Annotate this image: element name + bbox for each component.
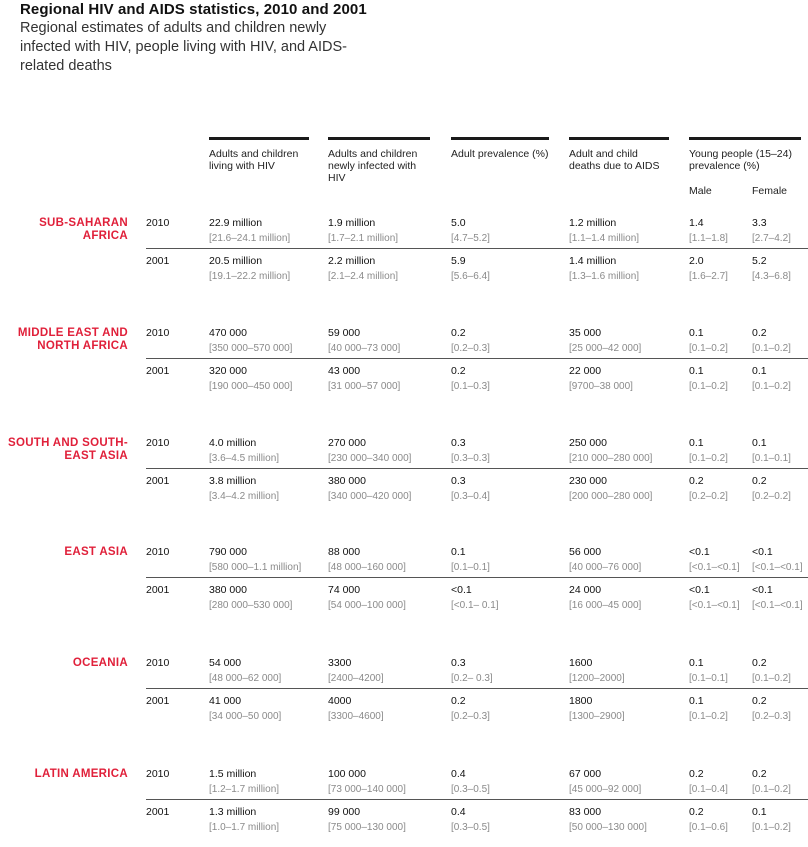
cell-adult-prevalence	[451, 695, 490, 723]
cell-living	[209, 365, 292, 393]
cell-value: 5.0	[451, 217, 466, 229]
cell-value: 41 000	[209, 695, 242, 707]
cell-value: 0.1	[689, 695, 704, 707]
cell-young-female	[752, 657, 791, 685]
cell-value: 0.2	[752, 695, 767, 707]
cell-range: [40 000–73 000]	[328, 343, 401, 354]
cell-value: 0.2	[451, 695, 466, 707]
cell-range: [2400–4200]	[328, 673, 384, 684]
row-divider	[146, 577, 808, 578]
cell-newly-infected	[328, 657, 384, 685]
cell-range: [0.1–0.6]	[689, 822, 728, 833]
cell-range: [2.7–4.2]	[752, 233, 791, 244]
cell-range: [3300–4600]	[328, 711, 384, 722]
cell-value: 0.2	[752, 475, 767, 487]
cell-deaths	[569, 695, 625, 723]
cell-young-male	[689, 327, 728, 355]
cell-value: 2.0	[689, 255, 704, 267]
cell-range: [0.3–0.3]	[451, 453, 490, 464]
cell-range: [0.2– 0.3]	[451, 673, 493, 684]
cell-value: 100 000	[328, 768, 366, 780]
cell-adult-prevalence	[451, 657, 493, 685]
cell-range: [54 000–100 000]	[328, 600, 406, 611]
cell-value: 22.9 million	[209, 217, 263, 229]
cell-newly-infected	[328, 217, 398, 245]
cell-adult-prevalence	[451, 584, 499, 612]
cell-range: [340 000–420 000]	[328, 491, 412, 502]
cell-range: [280 000–530 000]	[209, 600, 293, 611]
cell-range: [<0.1–<0.1]	[752, 600, 803, 611]
cell-range: [3.6–4.5 million]	[209, 453, 280, 464]
cell-young-female	[752, 255, 791, 283]
cell-value: 1.4 million	[569, 255, 617, 267]
cell-adult-prevalence	[451, 806, 490, 834]
cell-range: [73 000–140 000]	[328, 784, 406, 795]
cell-value: 380 000	[209, 584, 247, 596]
cell-range: [45 000–92 000]	[569, 784, 642, 795]
cell-living	[209, 695, 281, 723]
cell-living	[209, 327, 292, 355]
cell-value: 43 000	[328, 365, 361, 377]
cell-newly-infected	[328, 546, 406, 574]
cell-range: [40 000–76 000]	[569, 562, 642, 573]
cell-range: [1.6–2.7]	[689, 271, 728, 282]
cell-range: [0.1–0.2]	[752, 673, 791, 684]
cell-living	[209, 217, 290, 245]
cell-deaths	[569, 437, 652, 465]
cell-value: 0.3	[451, 437, 466, 449]
row-divider	[146, 799, 808, 800]
cell-range: [4.3–6.8]	[752, 271, 791, 282]
page-subtitle: Regional estimates of adults and children newly infected with HIV, people living with HIV, and AIDS-related deaths	[20, 20, 347, 74]
cell-young-female	[752, 475, 791, 503]
cell-living	[209, 657, 281, 685]
cell-deaths	[569, 546, 641, 574]
cell-value: 0.1	[752, 806, 767, 818]
cell-range: [210 000–280 000]	[569, 453, 653, 464]
row-divider	[146, 468, 808, 469]
cell-value: 1800	[569, 695, 593, 707]
cell-young-female	[752, 695, 791, 723]
cell-range: [0.1–0.2]	[752, 343, 791, 354]
cell-value: 320 000	[209, 365, 247, 377]
cell-deaths	[569, 584, 641, 612]
cell-value: 0.4	[451, 768, 466, 780]
cell-range: [0.2–0.2]	[689, 491, 728, 502]
cell-value: 0.1	[752, 437, 767, 449]
cell-value: 3.3	[752, 217, 767, 229]
cell-young-female	[752, 327, 791, 355]
cell-value: 22 000	[569, 365, 602, 377]
cell-value: 20.5 million	[209, 255, 263, 267]
cell-newly-infected	[328, 806, 406, 834]
cell-range: [0.1–0.2]	[689, 453, 728, 464]
cell-value: 0.4	[451, 806, 466, 818]
cell-deaths	[569, 255, 639, 283]
cell-value: 3.8 million	[209, 475, 257, 487]
cell-young-male	[689, 365, 728, 393]
cell-range: [5.6–6.4]	[451, 271, 490, 282]
cell-newly-infected	[328, 365, 400, 393]
cell-young-male	[689, 657, 728, 685]
cell-adult-prevalence	[451, 546, 490, 574]
year-label: 2010	[146, 437, 170, 449]
cell-value: 0.2	[752, 768, 767, 780]
cell-adult-prevalence	[451, 217, 490, 245]
year-label: 2001	[146, 806, 170, 818]
cell-young-male	[689, 695, 728, 723]
region-label: SOUTH AND SOUTH-EAST ASIA	[7, 437, 128, 462]
cell-range: [0.1–0.2]	[752, 822, 791, 833]
cell-value: <0.1	[689, 584, 710, 596]
cell-range: [1.1–1.8]	[689, 233, 728, 244]
row-divider	[146, 248, 808, 249]
page-title: Regional HIV and AIDS statistics, 2010 and 2001	[20, 1, 367, 18]
cell-value: 1600	[569, 657, 593, 669]
year-label: 2010	[146, 546, 170, 558]
cell-range: [0.3–0.5]	[451, 822, 490, 833]
year-label: 2001	[146, 365, 170, 377]
cell-young-male	[689, 475, 728, 503]
cell-young-female	[752, 217, 791, 245]
cell-range: [1.7–2.1 million]	[328, 233, 399, 244]
cell-deaths	[569, 657, 625, 685]
cell-range: [3.4–4.2 million]	[209, 491, 280, 502]
cell-range: [0.1–0.2]	[689, 711, 728, 722]
region-label: LATIN AMERICA	[34, 768, 128, 780]
cell-value: 4000	[328, 695, 352, 707]
cell-value: 1.3 million	[209, 806, 257, 818]
cell-value: 0.1	[752, 365, 767, 377]
cell-newly-infected	[328, 437, 411, 465]
cell-value: 5.9	[451, 255, 466, 267]
cell-value: 74 000	[328, 584, 361, 596]
cell-value: 67 000	[569, 768, 602, 780]
cell-deaths	[569, 806, 647, 834]
cell-range: [48 000–62 000]	[209, 673, 282, 684]
cell-value: <0.1	[689, 546, 710, 558]
column-header-adult-prevalence: Adult prevalence (%)	[451, 137, 549, 160]
cell-range: [0.3–0.4]	[451, 491, 490, 502]
cell-range: [<0.1– 0.1]	[451, 600, 499, 611]
cell-value: 5.2	[752, 255, 767, 267]
cell-value: 1.9 million	[328, 217, 376, 229]
cell-value: 0.1	[689, 657, 704, 669]
year-label: 2001	[146, 695, 170, 707]
cell-range: [0.1–0.2]	[752, 784, 791, 795]
cell-deaths	[569, 327, 641, 355]
cell-young-male	[689, 768, 728, 796]
cell-range: [350 000–570 000]	[209, 343, 293, 354]
cell-range: [16 000–45 000]	[569, 600, 642, 611]
cell-range: [48 000–160 000]	[328, 562, 406, 573]
cell-deaths	[569, 475, 652, 503]
cell-value: 3300	[328, 657, 352, 669]
year-label: 2010	[146, 657, 170, 669]
region-label: OCEANIA	[72, 657, 128, 669]
cell-range: [1200–2000]	[569, 673, 625, 684]
cell-value: 1.4	[689, 217, 704, 229]
cell-value: 24 000	[569, 584, 602, 596]
cell-range: [0.1–0.1]	[451, 562, 490, 573]
cell-young-male	[689, 437, 728, 465]
column-header-newly-infected: Adults and children newly infected with HIV	[328, 137, 430, 184]
cell-newly-infected	[328, 768, 406, 796]
region-label: EAST ASIA	[64, 546, 128, 558]
cell-value: 0.2	[689, 768, 704, 780]
cell-value: 0.2	[689, 475, 704, 487]
cell-adult-prevalence	[451, 327, 490, 355]
cell-value: 0.1	[689, 327, 704, 339]
cell-value: 1.5 million	[209, 768, 257, 780]
cell-range: [34 000–50 000]	[209, 711, 282, 722]
cell-value: 1.2 million	[569, 217, 617, 229]
cell-living	[209, 475, 279, 503]
cell-range: [0.1–0.1]	[689, 673, 728, 684]
cell-living	[209, 437, 279, 465]
cell-range: [<0.1–<0.1]	[689, 600, 740, 611]
cell-range: [0.1–0.2]	[689, 381, 728, 392]
cell-value: 0.2	[752, 657, 767, 669]
year-label: 2001	[146, 584, 170, 596]
cell-adult-prevalence	[451, 255, 490, 283]
cell-living	[209, 806, 279, 834]
cell-range: [0.3–0.5]	[451, 784, 490, 795]
cell-range: [21.6–24.1 million]	[209, 233, 291, 244]
cell-range: [0.1–0.1]	[752, 453, 791, 464]
row-divider	[146, 688, 808, 689]
cell-range: [580 000–1.1 million]	[209, 562, 302, 573]
cell-young-male	[689, 217, 728, 245]
cell-living	[209, 255, 290, 283]
cell-adult-prevalence	[451, 437, 490, 465]
cell-value: 380 000	[328, 475, 366, 487]
cell-range: [0.2–0.3]	[451, 343, 490, 354]
cell-young-male	[689, 255, 728, 283]
cell-range: [1.3–1.6 million]	[569, 271, 640, 282]
cell-value: 99 000	[328, 806, 361, 818]
cell-deaths	[569, 768, 641, 796]
cell-value: 88 000	[328, 546, 361, 558]
year-label: 2001	[146, 475, 170, 487]
cell-value: 230 000	[569, 475, 607, 487]
cell-value: 0.2	[689, 806, 704, 818]
cell-deaths	[569, 365, 633, 393]
cell-range: [19.1–22.2 million]	[209, 271, 291, 282]
cell-adult-prevalence	[451, 365, 490, 393]
cell-deaths	[569, 217, 639, 245]
cell-value: 0.1	[451, 546, 466, 558]
cell-newly-infected	[328, 255, 398, 283]
cell-living	[209, 584, 292, 612]
cell-value: 54 000	[209, 657, 242, 669]
column-header-young-prevalence: Young people (15–24) prevalence (%)	[689, 137, 801, 172]
cell-value: <0.1	[451, 584, 472, 596]
cell-value: 83 000	[569, 806, 602, 818]
cell-young-female	[752, 365, 791, 393]
cell-value: 0.2	[451, 327, 466, 339]
cell-value: 0.3	[451, 657, 466, 669]
cell-range: [0.2–0.2]	[752, 491, 791, 502]
cell-young-male	[689, 806, 728, 834]
cell-range: [31 000–57 000]	[328, 381, 401, 392]
cell-value: 0.3	[451, 475, 466, 487]
row-divider	[146, 358, 808, 359]
cell-newly-infected	[328, 584, 406, 612]
cell-young-male	[689, 584, 740, 612]
cell-value: 2.2 million	[328, 255, 376, 267]
cell-range: [25 000–42 000]	[569, 343, 642, 354]
cell-range: [0.2–0.3]	[451, 711, 490, 722]
cell-range: [0.2–0.3]	[752, 711, 791, 722]
cell-value: 4.0 million	[209, 437, 257, 449]
subheader-male: Male	[689, 185, 712, 197]
cell-young-female	[752, 546, 803, 574]
cell-range: [75 000–130 000]	[328, 822, 406, 833]
cell-living	[209, 768, 279, 796]
cell-value: 470 000	[209, 327, 247, 339]
subheader-female: Female	[752, 185, 788, 197]
column-header-living: Adults and children living with HIV	[209, 137, 309, 172]
cell-value: 0.1	[689, 365, 704, 377]
region-label: MIDDLE EAST AND NORTH AFRICA	[17, 327, 128, 352]
cell-value: 250 000	[569, 437, 607, 449]
cell-young-female	[752, 806, 791, 834]
cell-range: [1.1–1.4 million]	[569, 233, 640, 244]
cell-range: [0.1–0.2]	[752, 381, 791, 392]
cell-value: 270 000	[328, 437, 366, 449]
cell-range: [9700–38 000]	[569, 381, 633, 392]
cell-newly-infected	[328, 327, 400, 355]
cell-range: [190 000–450 000]	[209, 381, 293, 392]
year-label: 2010	[146, 217, 170, 229]
cell-range: [1.0–1.7 million]	[209, 822, 280, 833]
column-header-deaths: Adult and child deaths due to AIDS	[569, 137, 669, 172]
cell-young-female	[752, 584, 803, 612]
cell-range: [230 000–340 000]	[328, 453, 412, 464]
cell-young-female	[752, 437, 791, 465]
cell-living	[209, 546, 301, 574]
year-label: 2010	[146, 327, 170, 339]
cell-newly-infected	[328, 475, 411, 503]
cell-value: 0.1	[689, 437, 704, 449]
cell-value: <0.1	[752, 546, 773, 558]
cell-value: <0.1	[752, 584, 773, 596]
cell-value: 56 000	[569, 546, 602, 558]
cell-adult-prevalence	[451, 768, 490, 796]
cell-value: 0.2	[451, 365, 466, 377]
cell-value: 35 000	[569, 327, 602, 339]
cell-range: [200 000–280 000]	[569, 491, 653, 502]
cell-range: [2.1–2.4 million]	[328, 271, 399, 282]
cell-range: [50 000–130 000]	[569, 822, 647, 833]
cell-value: 790 000	[209, 546, 247, 558]
cell-adult-prevalence	[451, 475, 490, 503]
cell-range: [0.1–0.3]	[451, 381, 490, 392]
cell-value: 0.2	[752, 327, 767, 339]
year-label: 2010	[146, 768, 170, 780]
cell-young-male	[689, 546, 740, 574]
cell-value: 59 000	[328, 327, 361, 339]
cell-range: [1300–2900]	[569, 711, 625, 722]
region-label: SUB-SAHARAN AFRICA	[39, 217, 128, 242]
cell-newly-infected	[328, 695, 384, 723]
cell-range: [4.7–5.2]	[451, 233, 490, 244]
cell-range: [0.1–0.4]	[689, 784, 728, 795]
cell-range: [<0.1–<0.1]	[752, 562, 803, 573]
year-label: 2001	[146, 255, 170, 267]
cell-range: [1.2–1.7 million]	[209, 784, 280, 795]
cell-young-female	[752, 768, 791, 796]
cell-range: [<0.1–<0.1]	[689, 562, 740, 573]
cell-range: [0.1–0.2]	[689, 343, 728, 354]
